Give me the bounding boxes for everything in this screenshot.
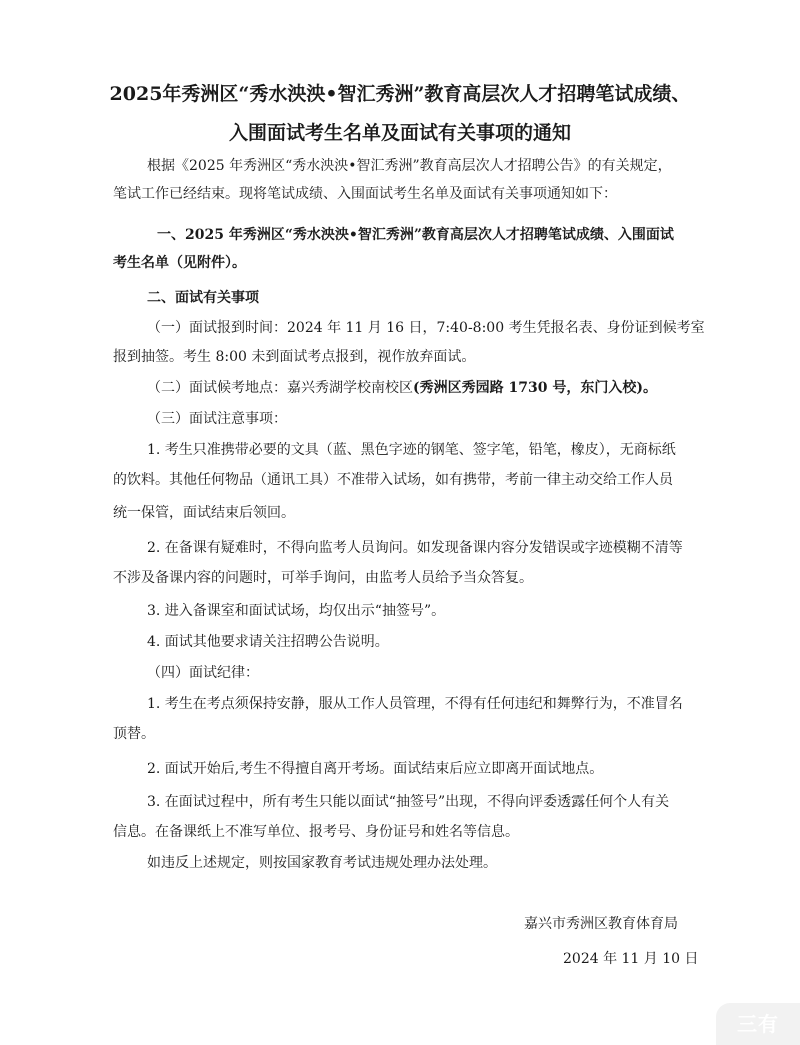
discipline-1-line-2: 顶替。 — [113, 726, 155, 742]
note-4-line: 4. 面试其他要求请关注招聘公告说明。 — [147, 634, 389, 650]
issue-date: 2024 年 11 月 10 日 — [563, 951, 699, 967]
notice-title-line-2: 入围面试考生名单及面试有关事项的通知 — [228, 122, 571, 144]
note-1-line-3: 统一保管，面试结束后领回。 — [113, 505, 295, 521]
section-2-4-heading: （四）面试纪律： — [147, 665, 259, 681]
watermark-logo: 三有 — [716, 1003, 800, 1045]
discipline-2-line: 2. 面试开始后,考生不得擅自离开考场。面试结束后应立即离开面试地点。 — [147, 761, 604, 777]
interview-location-address: (秀洲区秀园路 1730 号，东门入校)。 — [413, 380, 657, 396]
section-2-2-line — [147, 378, 727, 398]
section-2-heading: 二、面试有关事项 — [147, 290, 259, 306]
interview-location-label: （二）面试候考地点：嘉兴秀湖学校南校区 — [147, 380, 413, 396]
discipline-3-line-1: 3. 在面试过程中，所有考生只能以面试“抽签号”出现，不得向评委透露任何个人有关 — [147, 794, 670, 810]
section-1-line-1: 一、2025 年秀洲区“秀水泱泱•智汇秀洲”教育高层次人才招聘笔试成绩、入围面试 — [157, 227, 674, 243]
section-2-1-line-2: 报到抽签。考生 8:00 未到面试考点报到，视作放弃面试。 — [113, 349, 476, 365]
section-2-3-heading: （三）面试注意事项： — [147, 411, 287, 427]
intro-line-1: 根据《2025 年秀洲区“秀水泱泱•智汇秀洲”教育高层次人才招聘公告》的有关规定， — [147, 158, 672, 174]
note-1-line-1: 1. 考生只准携带必要的文具（蓝、黑色字迹的钢笔、签字笔，铅笔，橡皮），无商标纸 — [147, 442, 676, 458]
note-2-line-1: 2. 在备课有疑难时，不得向监考人员询问。如发现备课内容分发错误或字迹模糊不清等 — [147, 540, 683, 556]
discipline-1-line-1: 1. 考生在考点须保持安静，服从工作人员管理，不得有任何违纪和舞弊行为，不准冒名 — [147, 696, 683, 712]
notice-title-line-1: 2025年秀洲区“秀水泱泱•智汇秀洲”教育高层次人才招聘笔试成绩、 — [109, 83, 691, 105]
note-1-line-2: 的饮料。其他任何物品（通讯工具）不准带入试场，如有携带，考前一律主动交给工作人员 — [113, 472, 673, 488]
note-3-line: 3. 进入备课室和面试试场，均仅出示“抽签号”。 — [147, 603, 446, 619]
section-2-1-line-1: （一）面试报到时间：2024 年 11 月 16 日，7:40-8:00 考生凭报名表、身份证到候考室 — [147, 320, 705, 336]
intro-line-2: 笔试工作已经结束。现将笔试成绩、入围面试考生名单及面试有关事项通知如下： — [113, 186, 617, 202]
discipline-3-line-2: 信息。在备课纸上不准写单位、报考号、身份证号和姓名等信息。 — [113, 824, 519, 840]
note-2-line-2: 不涉及备课内容的问题时，可举手询问，由监考人员给予当众答复。 — [113, 570, 533, 586]
closing-line: 如违反上述规定，则按国家教育考试违规处理办法处理。 — [147, 855, 497, 871]
issuer-name: 嘉兴市秀洲区教育体育局 — [524, 916, 678, 932]
section-1-line-2: 考生名单（见附件）。 — [113, 255, 246, 271]
